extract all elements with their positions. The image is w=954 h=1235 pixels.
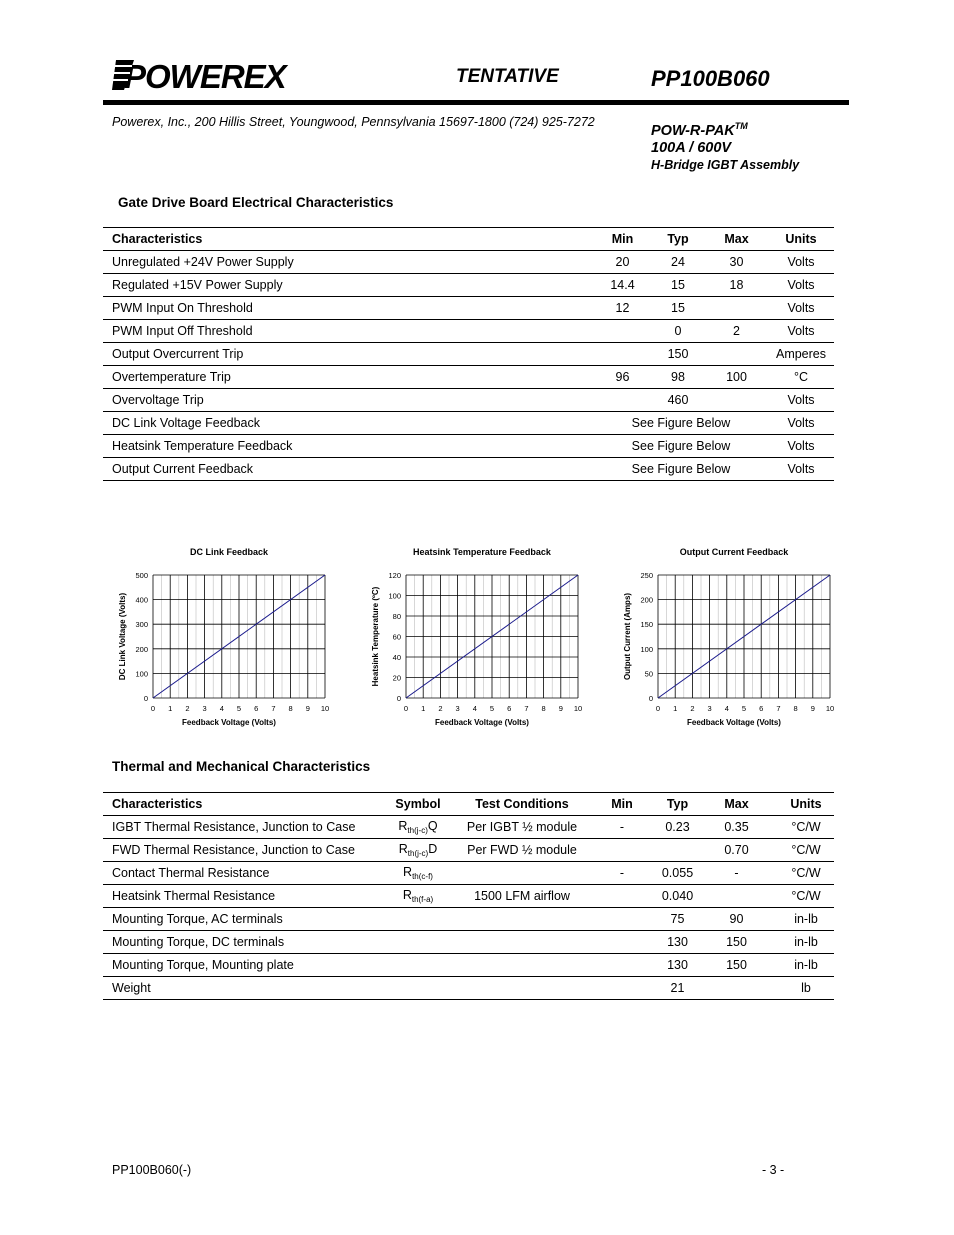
value-units: °C/W [778, 862, 834, 885]
chart-title: Heatsink Temperature Feedback [413, 547, 551, 557]
x-tick-label: 6 [759, 704, 764, 713]
value-max: 150 [695, 931, 778, 954]
x-axis-label: Feedback Voltage (Volts) [182, 718, 276, 727]
x-tick-label: 9 [305, 704, 310, 713]
characteristic-name: Contact Thermal Resistance [103, 862, 376, 885]
table-row [103, 862, 834, 885]
characteristic-name: Heatsink Temperature Feedback [103, 435, 594, 458]
value-typ: 24 [651, 251, 705, 274]
thermal-title: Thermal and Mechanical Characteristics [112, 759, 371, 774]
y-tick-label: 200 [135, 644, 148, 654]
value-cond [460, 954, 584, 977]
value-min: 12 [594, 297, 651, 320]
value-max: - [695, 862, 778, 885]
x-tick-label: 8 [793, 704, 798, 713]
y-tick-label: 0 [396, 694, 401, 703]
x-tick-label: 5 [236, 704, 242, 713]
x-tick-label: 0 [403, 704, 409, 713]
value-max: 2 [705, 320, 768, 343]
column-header: Units [768, 228, 834, 251]
footer-page-number: - 3 - [762, 1163, 785, 1177]
x-tick-label: 0 [150, 704, 156, 713]
value-min [584, 954, 660, 977]
value-units: Volts [768, 412, 834, 435]
y-tick-label: 250 [640, 571, 653, 580]
characteristic-name: Heatsink Thermal Resistance [103, 885, 376, 908]
column-header: Test Conditions [460, 793, 584, 816]
symbol-subscript: th(j-c) [407, 849, 429, 858]
y-axis-label: Heatsink Temperature (ºC) [371, 586, 380, 687]
x-tick-label: 8 [541, 704, 546, 713]
characteristic-name: Regulated +15V Power Supply [103, 274, 594, 297]
y-tick-label: 0 [648, 694, 653, 703]
see-figure-note: See Figure Below [594, 435, 768, 458]
characteristic-name: PWM Input On Threshold [103, 297, 594, 320]
characteristic-name: Overvoltage Trip [103, 389, 594, 412]
value-units: °C/W [778, 839, 834, 862]
value-cond: 1500 LFM airflow [460, 885, 584, 908]
value-min [584, 885, 660, 908]
value-typ: 0.040 [660, 885, 695, 908]
chart-dc-link-feedback [113, 545, 343, 735]
table-row [103, 931, 834, 954]
symbol-cell [376, 862, 460, 885]
table-row [103, 366, 834, 389]
symbol-main: R [402, 888, 412, 902]
value-cond: Per IGBT ½ module [460, 816, 584, 839]
value-units: Volts [768, 297, 834, 320]
table-row [103, 885, 834, 908]
characteristic-name: Mounting Torque, Mounting plate [103, 954, 376, 977]
value-units: in-lb [778, 908, 834, 931]
value-min: 14.4 [594, 274, 651, 297]
value-units: °C [768, 366, 834, 389]
x-tick-label: 6 [507, 704, 512, 713]
column-header: Characteristics [103, 793, 376, 816]
column-header: Units [778, 793, 834, 816]
product-description: H-Bridge IGBT Assembly [651, 157, 800, 172]
x-tick-label: 10 [573, 704, 583, 713]
value-min [594, 389, 651, 412]
symbol-subscript: th(j-c) [407, 826, 428, 835]
x-tick-label: 3 [202, 704, 207, 713]
value-units: in-lb [778, 954, 834, 977]
x-tick-label: 8 [288, 704, 293, 713]
value-units: Volts [768, 435, 834, 458]
header-divider [103, 100, 849, 105]
value-min [594, 343, 651, 366]
x-tick-label: 6 [254, 704, 259, 713]
value-units: Volts [768, 458, 834, 481]
chart-svg [366, 545, 596, 735]
characteristic-name: Mounting Torque, DC terminals [103, 931, 376, 954]
symbol-cell [376, 908, 460, 931]
value-cond [460, 931, 584, 954]
value-max [705, 297, 768, 320]
x-tick-label: 10 [320, 704, 330, 713]
y-tick-label: 100 [135, 669, 148, 679]
value-min [584, 931, 660, 954]
value-units: in-lb [778, 931, 834, 954]
x-tick-label: 7 [776, 704, 781, 713]
value-typ: 75 [660, 908, 695, 931]
thermal-table [103, 792, 834, 1000]
table-row [103, 908, 834, 931]
characteristic-name: Weight [103, 977, 376, 1000]
x-tick-label: 0 [655, 704, 661, 713]
chart-output-current-feedback [618, 545, 848, 735]
table-row [103, 274, 834, 297]
value-typ: 0.055 [660, 862, 695, 885]
value-min [584, 839, 660, 862]
symbol-suffix: Q [427, 819, 438, 833]
value-cond [460, 977, 584, 1000]
value-max: 0.35 [695, 816, 778, 839]
value-cond: Per FWD ½ module [460, 839, 584, 862]
value-min: - [584, 862, 660, 885]
characteristic-name: FWD Thermal Resistance, Junction to Case [103, 839, 376, 862]
y-tick-label: 60 [392, 632, 401, 642]
company-address: Powerex, Inc., 200 Hillis Street, Youngwood, Pennsylvania 15697-1800 (724) 925-7272 [112, 115, 595, 129]
x-tick-label: 7 [524, 704, 529, 713]
x-tick-label: 3 [455, 704, 460, 713]
powerex-logo [112, 56, 292, 94]
y-tick-label: 400 [135, 595, 148, 605]
value-typ: 130 [660, 954, 695, 977]
value-typ: 130 [660, 931, 695, 954]
column-header: Typ [651, 228, 705, 251]
y-tick-label: 120 [388, 571, 401, 580]
x-tick-label: 3 [707, 704, 712, 713]
table-row [103, 389, 834, 412]
table-row [103, 458, 834, 481]
table-row [103, 343, 834, 366]
symbol-cell [376, 885, 460, 908]
y-tick-label: 0 [143, 694, 148, 703]
symbol-cell [376, 931, 460, 954]
x-tick-label: 4 [724, 704, 729, 713]
value-min [584, 977, 660, 1000]
column-header: Symbol [376, 793, 460, 816]
tentative-label: TENTATIVE [456, 66, 559, 87]
symbol-cell [376, 816, 460, 839]
value-units: °C/W [778, 885, 834, 908]
value-units: Amperes [768, 343, 834, 366]
column-header: Min [584, 793, 660, 816]
value-typ: 150 [651, 343, 705, 366]
value-min: 96 [594, 366, 651, 389]
value-cond [460, 862, 584, 885]
gate-drive-table [103, 227, 834, 481]
x-tick-label: 9 [558, 704, 563, 713]
chart-title: DC Link Feedback [189, 547, 269, 557]
column-header: Characteristics [103, 228, 594, 251]
value-units: lb [778, 977, 834, 1000]
value-min [594, 320, 651, 343]
value-max [695, 885, 778, 908]
svg-text:POWEREX: POWEREX [124, 58, 286, 94]
characteristic-name: PWM Input Off Threshold [103, 320, 594, 343]
x-tick-label: 2 [185, 704, 190, 713]
gate-drive-title: Gate Drive Board Electrical Characteristics [118, 195, 394, 210]
characteristic-name: DC Link Voltage Feedback [103, 412, 594, 435]
symbol-main: R [398, 819, 408, 833]
characteristic-name: Output Current Feedback [103, 458, 594, 481]
x-axis-label: Feedback Voltage (Volts) [687, 718, 781, 727]
table-row [103, 297, 834, 320]
x-tick-label: 9 [810, 704, 815, 713]
value-typ [660, 839, 695, 862]
x-tick-label: 1 [168, 704, 173, 713]
value-max: 30 [705, 251, 768, 274]
x-tick-label: 2 [438, 704, 443, 713]
value-typ: 15 [651, 274, 705, 297]
y-tick-label: 100 [388, 591, 401, 601]
product-rating: 100A / 600V [651, 140, 732, 157]
trademark: TM [734, 121, 748, 131]
table-row [103, 435, 834, 458]
value-min [584, 908, 660, 931]
value-typ: 460 [651, 389, 705, 412]
table-header-row [103, 793, 834, 816]
symbol-subscript: th(c-f) [412, 872, 433, 881]
x-tick-label: 10 [825, 704, 835, 713]
symbol-cell [376, 839, 460, 862]
chart-svg [618, 545, 848, 735]
y-tick-label: 100 [640, 644, 653, 654]
value-max: 18 [705, 274, 768, 297]
y-tick-label: 300 [135, 620, 148, 630]
x-tick-label: 4 [472, 704, 477, 713]
y-tick-label: 200 [640, 595, 653, 605]
symbol-subscript: th(f-a) [411, 895, 434, 904]
symbol-cell [376, 977, 460, 1000]
characteristic-name: IGBT Thermal Resistance, Junction to Case [103, 816, 376, 839]
chart-title: Output Current Feedback [679, 547, 789, 557]
table-row [103, 251, 834, 274]
column-header: Typ [660, 793, 695, 816]
value-cond [460, 908, 584, 931]
chart-heatsink-temperature-feedback [366, 545, 596, 735]
value-max: 150 [695, 954, 778, 977]
y-tick-label: 50 [644, 669, 653, 679]
value-typ: 98 [651, 366, 705, 389]
characteristic-name: Overtemperature Trip [103, 366, 594, 389]
value-units: Volts [768, 389, 834, 412]
footer-doc-id: PP100B060(-) [112, 1163, 192, 1177]
table-row [103, 839, 834, 862]
value-units: °C/W [778, 816, 834, 839]
symbol-suffix: D [428, 842, 438, 856]
value-min: 20 [594, 251, 651, 274]
characteristic-name: Unregulated +24V Power Supply [103, 251, 594, 274]
table-row [103, 412, 834, 435]
value-typ: 0.23 [660, 816, 695, 839]
value-max: 0.70 [695, 839, 778, 862]
symbol-main: R [403, 865, 413, 879]
x-tick-label: 7 [271, 704, 276, 713]
part-number: PP100B060 [651, 66, 770, 91]
value-units: Volts [768, 320, 834, 343]
see-figure-note: See Figure Below [594, 458, 768, 481]
table-row [103, 977, 834, 1000]
x-tick-label: 4 [219, 704, 224, 713]
y-tick-label: 500 [135, 571, 148, 580]
x-tick-label: 1 [421, 704, 426, 713]
x-tick-label: 5 [489, 704, 495, 713]
value-max [705, 389, 768, 412]
table-row [103, 320, 834, 343]
y-axis-label: Output Current (Amps) [623, 592, 632, 681]
y-tick-label: 150 [640, 620, 653, 630]
value-max: 90 [695, 908, 778, 931]
value-max: 100 [705, 366, 768, 389]
symbol-main: R [398, 842, 408, 856]
value-units: Volts [768, 251, 834, 274]
column-header: Max [695, 793, 778, 816]
y-tick-label: 20 [392, 673, 401, 683]
table-row [103, 954, 834, 977]
y-tick-label: 80 [392, 612, 401, 621]
see-figure-note: See Figure Below [594, 412, 768, 435]
x-axis-label: Feedback Voltage (Volts) [435, 718, 529, 727]
x-tick-label: 1 [673, 704, 678, 713]
value-units: Volts [768, 274, 834, 297]
y-tick-label: 40 [392, 653, 401, 662]
table-row [103, 816, 834, 839]
characteristic-name: Mounting Torque, AC terminals [103, 908, 376, 931]
value-typ: 0 [651, 320, 705, 343]
value-max [695, 977, 778, 1000]
x-tick-label: 2 [690, 704, 695, 713]
symbol-cell [376, 954, 460, 977]
value-typ: 21 [660, 977, 695, 1000]
table-header-row [103, 228, 834, 251]
value-min: - [584, 816, 660, 839]
characteristic-name: Output Overcurrent Trip [103, 343, 594, 366]
chart-svg [113, 545, 343, 735]
column-header: Min [594, 228, 651, 251]
value-max [705, 343, 768, 366]
value-typ: 15 [651, 297, 705, 320]
x-tick-label: 5 [741, 704, 747, 713]
y-axis-label: DC Link Voltage (Volts) [118, 592, 127, 681]
column-header: Max [705, 228, 768, 251]
product-name: POW-R-PAK [651, 122, 735, 139]
product-block [651, 121, 799, 173]
